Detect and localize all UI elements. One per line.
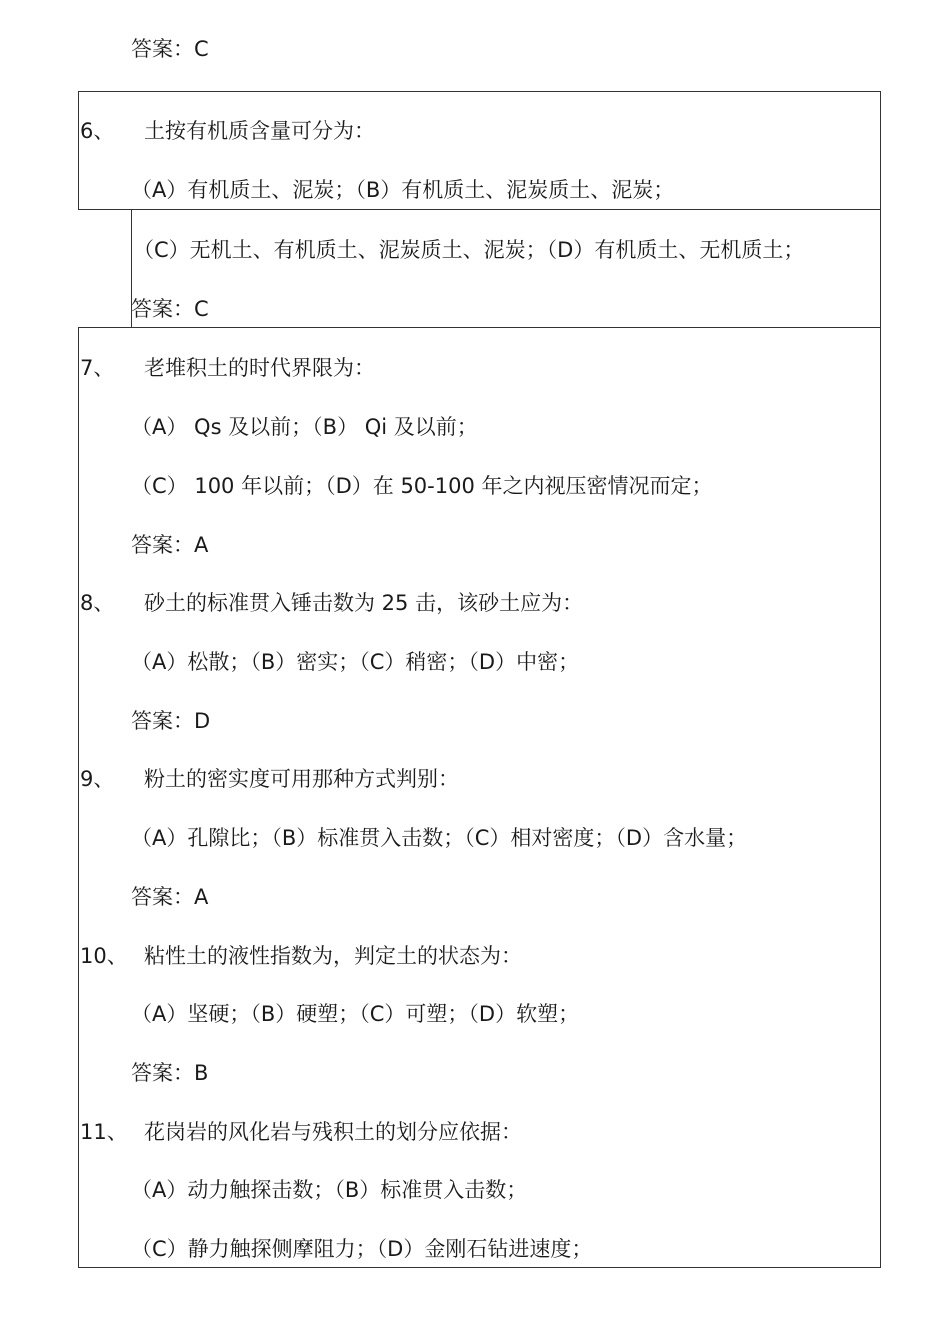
q11-number: 11、: [80, 1120, 128, 1144]
q8-question: 砂土的标准贯入锤击数为 25 击，该砂土应为：: [144, 591, 584, 615]
q8-number: 8、: [80, 591, 115, 615]
q10-answer: 答案：B: [131, 1061, 209, 1085]
q10-question: 粘性土的液性指数为，判定土的状态为：: [144, 944, 522, 968]
q6-answer: 答案：C: [131, 297, 209, 321]
q11-question: 花岗岩的风化岩与残积土的划分应依据：: [144, 1120, 522, 1144]
q9-answer: 答案：A: [131, 885, 209, 909]
q7-options-line2: （C） 100 年以前；（D）在 50-100 年之内视压密情况而定；: [131, 474, 713, 498]
q7-options-line1: （A） Qs 及以前；（B） Qi 及以前；: [131, 415, 478, 439]
q6-number: 6、: [80, 119, 115, 143]
q10-number: 10、: [80, 944, 128, 968]
q8-options-line1: （A）松散；（B）密实；（C）稍密；（D）中密；: [131, 650, 580, 674]
prev-answer: 答案：C: [131, 37, 209, 61]
q11-options-line2: （C）静力触探侧摩阻力；（D）金刚石钻进速度；: [131, 1237, 593, 1261]
q10-options-line1: （A）坚硬；（B）硬塑；（C）可塑；（D）软塑；: [131, 1002, 580, 1026]
q6-options-line2: （C）无机土、有机质土、泥炭质土、泥炭；（D）有机质土、无机质土；: [133, 238, 805, 262]
q6-options-line1: （A）有机质土、泥炭；（B）有机质土、泥炭质土、泥炭；: [131, 178, 675, 202]
q7-number: 7、: [80, 356, 115, 380]
q6-box-bottom: [131, 209, 881, 328]
q11-options-line1: （A）动力触探击数；（B）标准贯入击数；: [131, 1178, 528, 1202]
q9-options-line1: （A）孔隙比；（B）标准贯入击数；（C）相对密度；（D）含水量；: [131, 826, 748, 850]
q9-question: 粉土的密实度可用那种方式判别：: [144, 767, 459, 791]
q9-number: 9、: [80, 767, 115, 791]
q7-answer: 答案：A: [131, 533, 209, 557]
q7-question: 老堆积土的时代界限为：: [144, 356, 375, 380]
q6-question: 土按有机质含量可分为：: [144, 119, 375, 143]
q8-answer: 答案：D: [131, 709, 211, 733]
